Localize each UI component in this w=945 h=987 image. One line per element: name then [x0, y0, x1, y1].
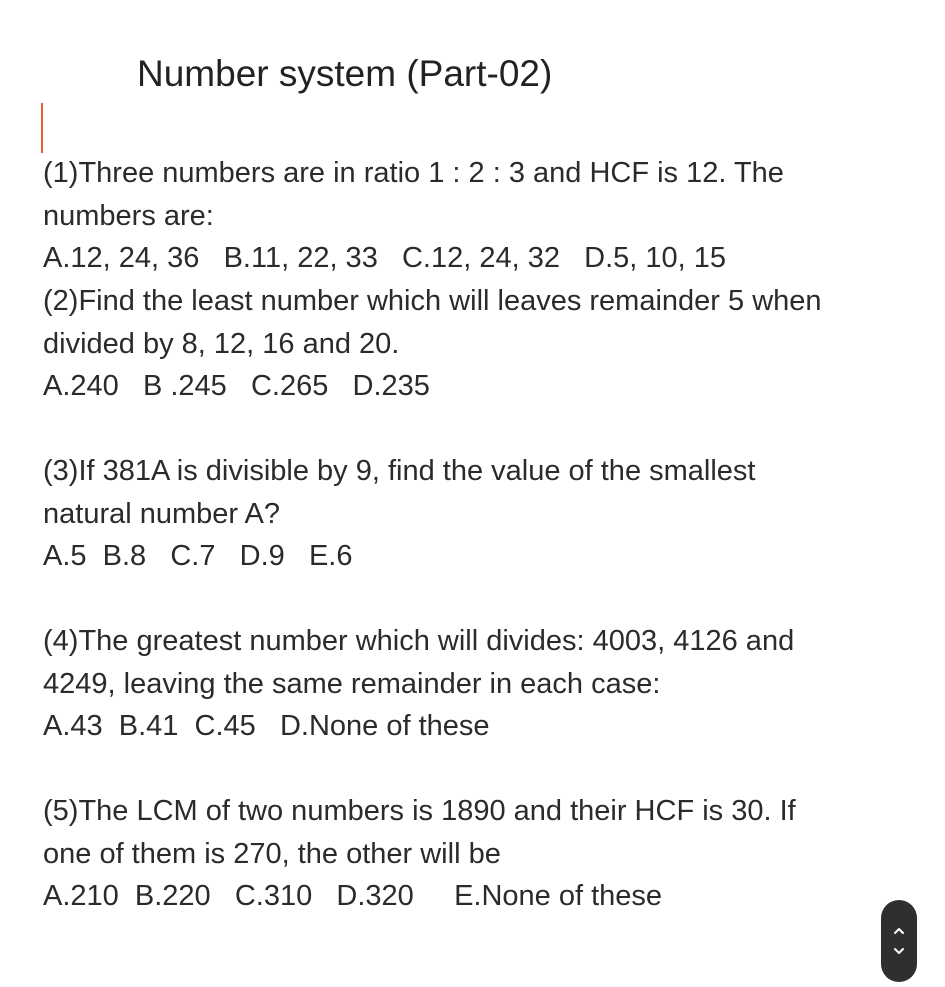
question-5-text-line-2: one of them is 270, the other will be [43, 838, 501, 870]
question-5-text-line-1: (5)The LCM of two numbers is 1890 and their HCF is 30. If [43, 795, 796, 827]
question-4-text-line-2: 4249, leaving the same remainder in each case: [43, 668, 661, 700]
page-title: Number system (Part-02) [137, 53, 553, 94]
question-1-options: A.12, 24, 36 B.11, 22, 33 C.12, 24, 32 D.5, 10, 15 [43, 242, 727, 274]
question-2-text-line-2: divided by 8, 12, 16 and 20. [43, 328, 400, 360]
question-1-text-line-2: numbers are: [43, 200, 214, 232]
scroll-handle[interactable] [881, 900, 917, 982]
text-cursor [41, 103, 43, 153]
question-4-text-line-1: (4)The greatest number which will divides: 4003, 4126 and [43, 625, 795, 657]
chevron-up-icon[interactable] [892, 924, 906, 938]
question-4-options: A.43 B.41 C.45 D.None of these [43, 710, 490, 742]
question-3-text-line-2: natural number A? [43, 498, 280, 530]
question-3-options: A.5 B.8 C.7 D.9 E.6 [43, 540, 353, 572]
chevron-down-icon[interactable] [892, 944, 906, 958]
question-2-text-line-1: (2)Find the least number which will leaves remainder 5 when [43, 285, 822, 317]
question-3-text-line-1: (3)If 381A is divisible by 9, find the value of the smallest [43, 455, 756, 487]
question-5-options: A.210 B.220 C.310 D.320 E.None of these [43, 880, 663, 912]
question-1-text-line-1: (1)Three numbers are in ratio 1 : 2 : 3 and HCF is 12. The [43, 157, 784, 189]
question-2-options: A.240 B .245 C.265 D.235 [43, 370, 430, 402]
